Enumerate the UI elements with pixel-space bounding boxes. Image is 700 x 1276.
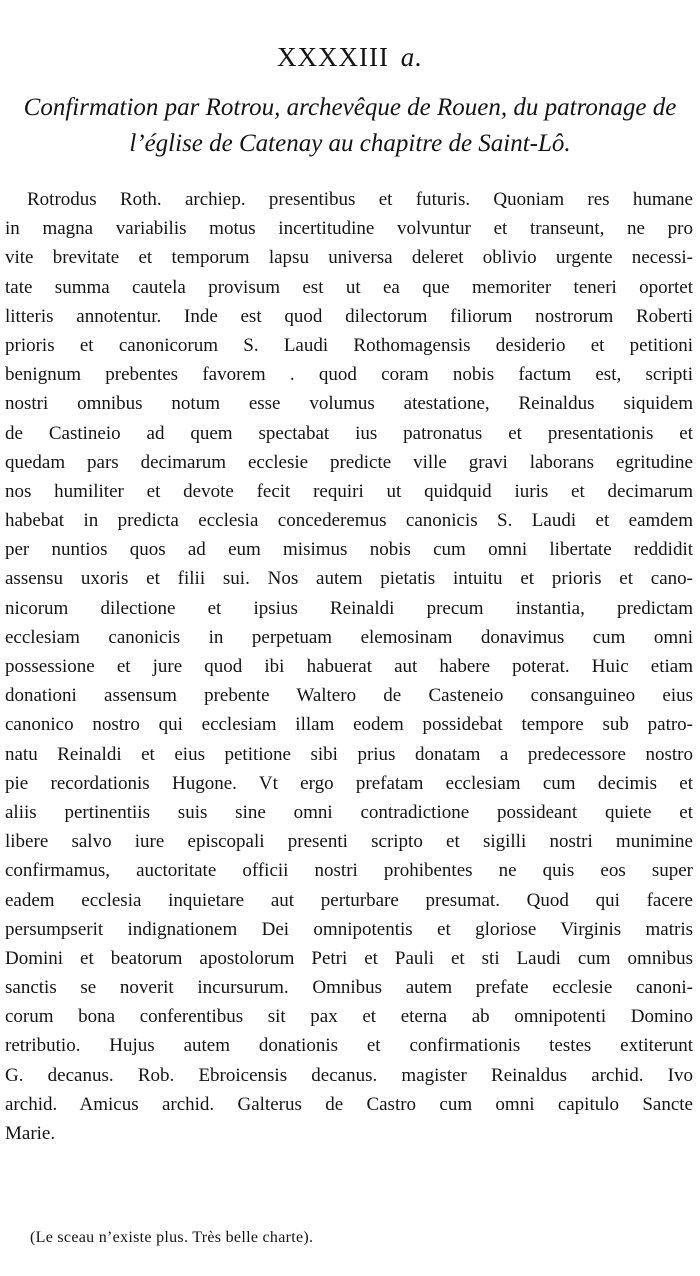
body-line: Marie. [5, 1123, 56, 1144]
body-line: habebat in predicta ecclesia concederemus canonicis S. Laudi et eamdem [5, 510, 693, 532]
body-line: nicorum dilectione et ipsius Reinaldi precum instantia, predictam [5, 597, 693, 619]
body-line: tate summa cautela provisum est ut ea que memoriter teneri oportet [5, 276, 693, 298]
body-line: nostri omnibus notum esse volumus atestatione, Reinaldus siquidem [5, 393, 693, 415]
body-line: G. decanus. Rob. Ebroicensis decanus. magister Reinaldus archid. Ivo [5, 1064, 693, 1086]
charter-body [5, 185, 693, 1148]
body-line: canonico nostro qui ecclesiam illam eodem possidebat tempore sub patro- [5, 714, 693, 736]
body-line: Domini et beatorum apostolorum Petri et Pauli et sti Laudi cum omnibus [5, 947, 693, 969]
body-line: pie recordationis Hugone. Vt ergo prefatam ecclesiam cum decimis et [5, 772, 693, 794]
seal-note: (Le sceau n’existe plus. Très belle charte). [30, 1229, 314, 1246]
body-line: assensu uxoris et filii sui. Nos autem pietatis intuitu et prioris et cano- [5, 568, 693, 590]
body-line: in magna variabilis motus incertitudine volvuntur et transeunt, ne pro [5, 218, 693, 240]
body-line: corum bona conferentibus sit pax et eterna ab omnipotenti Domino [5, 1006, 693, 1028]
body-line: eadem ecclesia inquietare aut perturbare presumat. Quod qui facere [5, 889, 693, 911]
subtitle-line-2: l’église de Catenay au chapitre de Saint-Lô. [129, 130, 571, 157]
charter-number: XXXXIII [277, 42, 389, 72]
body-line: ecclesiam canonicis in perpetuam elemosinam donavimus cum omni [5, 626, 693, 648]
body-line: litteris annotentur. Inde est quod dilectorum filiorum nostrorum Roberti [5, 305, 693, 327]
body-line: benignum prebentes favorem . quod coram nobis factum est, scripti [5, 364, 693, 386]
body-line: sanctis se noverit incursurum. Omnibus autem prefate ecclesie canoni- [5, 977, 693, 999]
charter-subtitle [14, 90, 686, 162]
body-line: quedam pars decimarum ecclesie predicte ville gravi laborans egritudine [5, 451, 693, 473]
charter-heading [0, 40, 700, 74]
charter-number-suffix: a. [400, 42, 423, 72]
subtitle-line-1: Confirmation par Rotrou, archevêque de Rouen, du patronage de [23, 94, 677, 121]
body-line: natu Reinaldi et eius petitione sibi prius donatam a predecessore nostro [5, 743, 693, 765]
body-line: aliis pertinentiis suis sine omni contradictione possideant quiete et [5, 801, 693, 823]
body-line: confirmamus, auctoritate officii nostri prohibentes ne quis eos super [5, 860, 693, 882]
body-line: Rotrodus Roth. archiep. presentibus et futuris. Quoniam res humane [27, 189, 693, 210]
body-line: archid. Amicus archid. Galterus de Castro cum omni capitulo Sancte [5, 1093, 693, 1115]
body-line: per nuntios quos ad eum misimus nobis cum omni libertate reddidit [5, 539, 693, 561]
body-line: vite brevitate et temporum lapsu universa deleret oblivio urgente necessi- [5, 247, 693, 269]
body-line: de Castineio ad quem spectabat ius patronatus et presentationis et [5, 422, 693, 444]
body-line: retributio. Hujus autem donationis et confirmationis testes extiterunt [5, 1035, 693, 1057]
body-line: libere salvo iure episcopali presenti scripto et sigilli nostri munimine [5, 831, 693, 853]
body-line: possessione et jure quod ibi habuerat aut habere poterat. Huic etiam [5, 656, 693, 677]
body-line: nos humiliter et devote fecit requiri ut quidquid iuris et decimarum [5, 480, 693, 502]
body-line: donationi assensum prebente Waltero de Casteneio consanguineo eius [5, 685, 693, 707]
body-line: persumpserit indignationem Dei omnipotentis et gloriose Virginis matris [5, 918, 693, 940]
body-line: prioris et canonicorum S. Laudi Rothomagensis desiderio et petitioni [5, 334, 693, 356]
